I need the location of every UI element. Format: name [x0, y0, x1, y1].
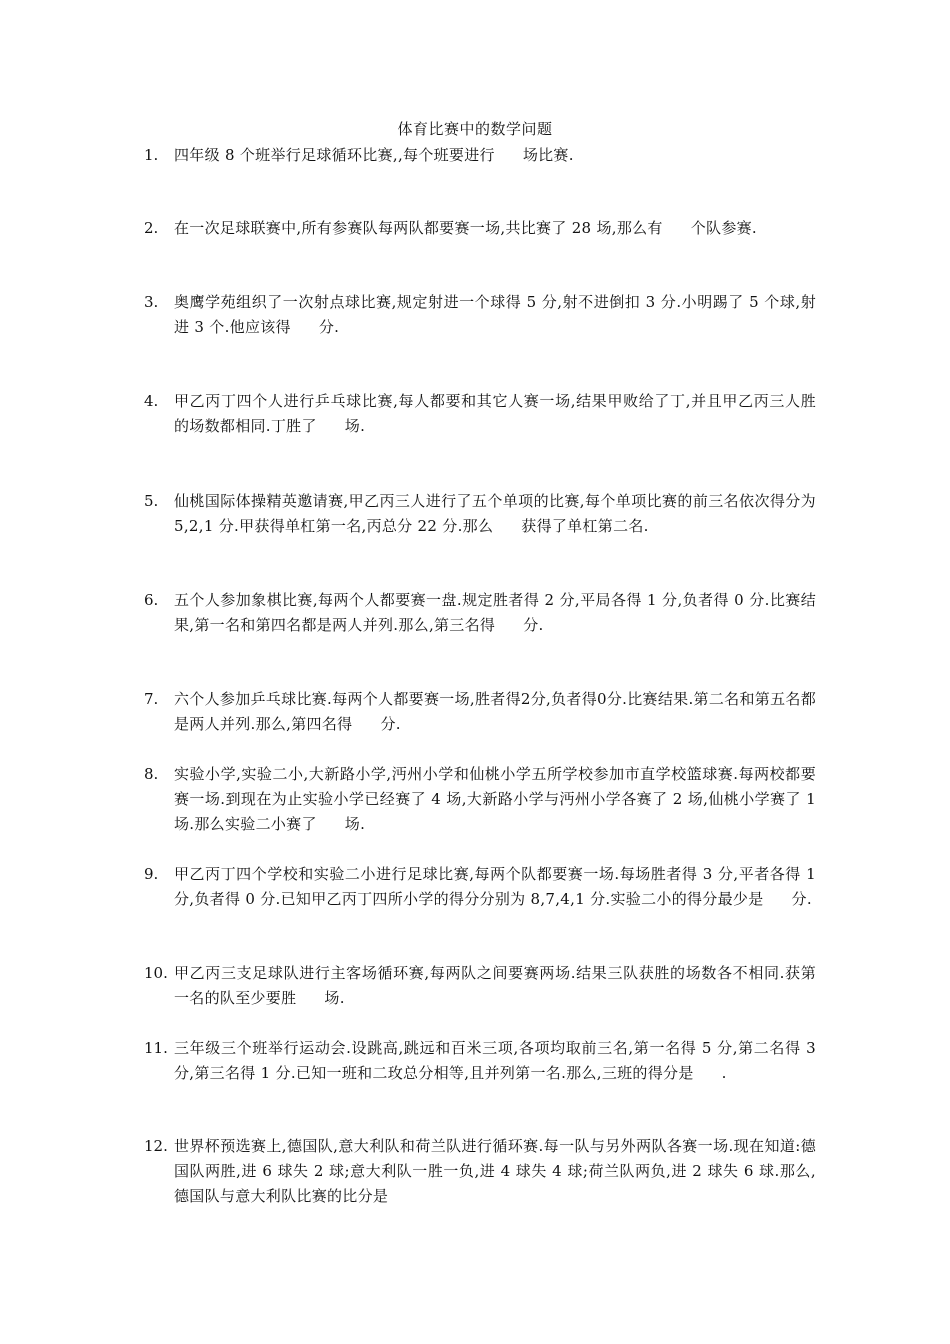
- page-title: 体育比赛中的数学问题: [397, 120, 553, 138]
- question-number: 3.: [144, 293, 159, 311]
- question-4: [144, 389, 816, 439]
- question-text: 甲乙丙三支足球队进行主客场循环赛,每两队之间要赛两场.结果三队获胜的场数各不相同.获第一名的队至少要胜 场.: [174, 964, 816, 1007]
- question-7: [144, 687, 816, 737]
- question-text: 世界杯预选赛上,德国队,意大利队和荷兰队进行循环赛.每一队与另外两队各赛一场.现在知道:德国队两胜,进 6 球失 2 球;意大利队一胜一负,进 4 球失 4 球;荷兰队两负,进 2 球失 6 球.那么,德国队与意大利队比赛的比分是: [174, 1137, 816, 1205]
- question-3: [144, 290, 816, 340]
- question-number: 5.: [144, 492, 159, 510]
- question-6: [144, 588, 816, 638]
- question-text: 实验小学,实验二小,大新路小学,沔州小学和仙桃小学五所学校参加市直学校篮球赛.每两校都要赛一场.到现在为止实验小学已经赛了 4 场,大新路小学与沔州小学各赛了 2 场,仙桃小学赛了 1 场.那么实验二小赛了 场.: [174, 765, 816, 833]
- question-text: 四年级 8 个班举行足球循环比赛,,每个班要进行 场比赛.: [174, 146, 574, 164]
- question-number: 12.: [144, 1137, 168, 1155]
- question-1: [144, 143, 816, 168]
- question-text: 六个人参加乒乓球比赛.每两个人都要赛一场,胜者得2分,负者得0分.比赛结果.第二名和第五名都是两人并列.那么,第四名得 分.: [174, 690, 816, 733]
- question-text: 三年级三个班举行运动会.设跳高,跳远和百米三项,各项均取前三名,第一名得 5 分,第二名得 3 分,第三名得 1 分.已知一班和二玫总分相等,且并列第一名.那么,三班的得分是 .: [174, 1039, 816, 1082]
- question-number: 7.: [144, 690, 159, 708]
- question-12: [144, 1134, 816, 1209]
- question-text: 五个人参加象棋比赛,每两个人都要赛一盘.规定胜者得 2 分,平局各得 1 分,负者得 0 分.比赛结果,第一名和第四名都是两人并列.那么,第三名得 分.: [174, 591, 816, 634]
- question-number: 8.: [144, 765, 159, 783]
- question-9: [144, 862, 816, 912]
- question-number: 6.: [144, 591, 159, 609]
- question-number: 11.: [144, 1039, 168, 1057]
- question-text: 在一次足球联赛中,所有参赛队每两队都要赛一场,共比赛了 28 场,那么有 个队参赛.: [174, 219, 758, 237]
- question-number: 4.: [144, 392, 159, 410]
- question-number: 10.: [144, 964, 168, 982]
- question-5: [144, 489, 816, 539]
- question-text: 仙桃国际体操精英邀请赛,甲乙丙三人进行了五个单项的比赛,每个单项比赛的前三名依次得分为 5,2,1 分.甲获得单杠第一名,丙总分 22 分.那么 获得了单杠第二名.: [174, 492, 816, 535]
- question-text: 甲乙丙丁四个学校和实验二小进行足球比赛,每两个队都要赛一场.每场胜者得 3 分,平者各得 1 分,负者得 0 分.已知甲乙丙丁四所小学的得分分别为 8,7,4,1 分.实验二小的得分最少是 分.: [174, 865, 816, 908]
- question-8: [144, 762, 816, 837]
- question-2: [144, 216, 816, 241]
- question-10: [144, 961, 816, 1011]
- question-number: 2.: [144, 219, 159, 237]
- question-11: [144, 1036, 816, 1086]
- question-text: 奥鹰学苑组织了一次射点球比赛,规定射进一个球得 5 分,射不进倒扣 3 分.小明踢了 5 个球,射进 3 个.他应该得 分.: [174, 293, 816, 336]
- question-text: 甲乙丙丁四个人进行乒乓球比赛,每人都要和其它人赛一场,结果甲败给了丁,并且甲乙丙三人胜的场数都相同.丁胜了 场.: [174, 392, 816, 435]
- question-number: 9.: [144, 865, 159, 883]
- question-number: 1.: [144, 146, 159, 164]
